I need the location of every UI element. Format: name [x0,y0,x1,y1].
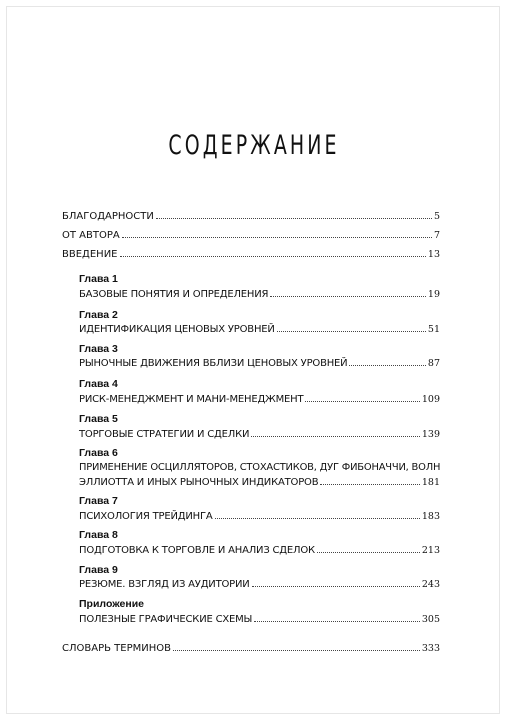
toc-entry-acknowledgements[interactable] [62,210,440,223]
dot-leader [277,323,426,332]
toc-entry-chapter-6[interactable] [79,476,440,489]
toc-entry-page: 109 [421,394,440,405]
dot-leader [252,578,420,587]
dot-leader [349,357,425,366]
toc-entry-page: 13 [427,249,440,260]
toc-entry-label-line1: ПРИМЕНЕНИЕ ОСЦИЛЛЯТОРОВ, СТОХАСТИКОВ, ДУГ ФИБОНАЧЧИ, ВОЛН [79,462,441,473]
dot-leader [270,288,426,297]
chapter-heading: Глава 4 [79,378,118,390]
toc-entry-chapter-3[interactable] [79,357,440,370]
toc-entry-page: 183 [421,511,440,522]
dot-leader [251,428,420,437]
toc-entry-page: 333 [421,643,440,654]
toc-entry-page: 5 [433,211,440,222]
toc-entry-chapter-2[interactable] [79,323,440,336]
dot-leader [173,642,420,651]
toc-entry-page: 213 [421,545,440,556]
toc-entry-from-author[interactable] [62,229,440,242]
dot-leader [317,544,420,553]
chapter-heading: Глава 6 [79,447,118,459]
toc-entry-chapter-9[interactable] [79,578,440,591]
dot-leader [122,229,432,238]
chapter-heading: Глава 8 [79,529,118,541]
dot-leader [320,476,419,485]
chapter-heading: Глава 9 [79,564,118,576]
toc-entry-chapter-8[interactable] [79,544,440,557]
toc-entry-page: 19 [427,289,440,300]
toc-entry-label: РЕЗЮМЕ. ВЗГЛЯД ИЗ АУДИТОРИИ [79,579,250,590]
toc-entry-label: СЛОВАРЬ ТЕРМИНОВ [62,643,171,654]
toc-entry-label: ЭЛЛИОТТА И ИНЫХ РЫНОЧНЫХ ИНДИКАТОРОВ [79,477,319,488]
toc-entry-label: БАЗОВЫЕ ПОНЯТИЯ И ОПРЕДЕЛЕНИЯ [79,289,269,300]
toc-entry-page: 87 [427,358,440,369]
toc-entry-page: 7 [433,230,440,241]
toc-entry-page: 243 [421,579,440,590]
toc-entry-label: ПОДГОТОВКА К ТОРГОВЛЕ И АНАЛИЗ СДЕЛОК [79,545,315,556]
appendix-heading: Приложение [79,598,145,610]
toc-entry-glossary[interactable] [62,642,440,655]
toc-entry-label: ПСИХОЛОГИЯ ТРЕЙДИНГА [79,511,213,522]
toc-entry-label: БЛАГОДАРНОСТИ [62,211,154,222]
toc-entry-chapter-7[interactable] [79,510,440,523]
dot-leader [215,510,420,519]
dot-leader [254,613,420,622]
dot-leader [156,210,432,219]
toc-entry-page: 181 [421,477,440,488]
toc-entry-page: 51 [427,324,440,335]
toc-entry-label: ВВЕДЕНИЕ [62,249,118,260]
toc-entry-chapter-4[interactable] [79,393,440,406]
chapter-heading: Глава 7 [79,495,118,507]
toc-entry-introduction[interactable] [62,248,440,261]
chapter-heading: Глава 1 [79,273,118,285]
toc-entry-label: ОТ АВТОРА [62,230,120,241]
toc-entry-label: РИСК-МЕНЕДЖМЕНТ И МАНИ-МЕНЕДЖМЕНТ [79,394,304,405]
toc-entry-page: 305 [421,614,440,625]
page-title: СОДЕРЖАНИЕ [168,130,340,161]
toc-entry-page: 139 [421,429,440,440]
chapter-heading: Глава 2 [79,309,118,321]
toc-entry-label: ПОЛЕЗНЫЕ ГРАФИЧЕСКИЕ СХЕМЫ [79,614,253,625]
dot-leader [305,393,419,402]
toc-entry-label: ТОРГОВЫЕ СТРАТЕГИИ И СДЕЛКИ [79,429,250,440]
dot-leader [120,248,426,257]
chapter-heading: Глава 5 [79,413,118,425]
toc-entry-label: ИДЕНТИФИКАЦИЯ ЦЕНОВЫХ УРОВНЕЙ [79,324,275,335]
chapter-heading: Глава 3 [79,343,118,355]
toc-entry-chapter-5[interactable] [79,428,440,441]
toc-entry-appendix[interactable] [79,613,440,626]
toc-entry-label: РЫНОЧНЫЕ ДВИЖЕНИЯ ВБЛИЗИ ЦЕНОВЫХ УРОВНЕЙ [79,358,348,369]
toc-entry-chapter-1[interactable] [79,288,440,301]
